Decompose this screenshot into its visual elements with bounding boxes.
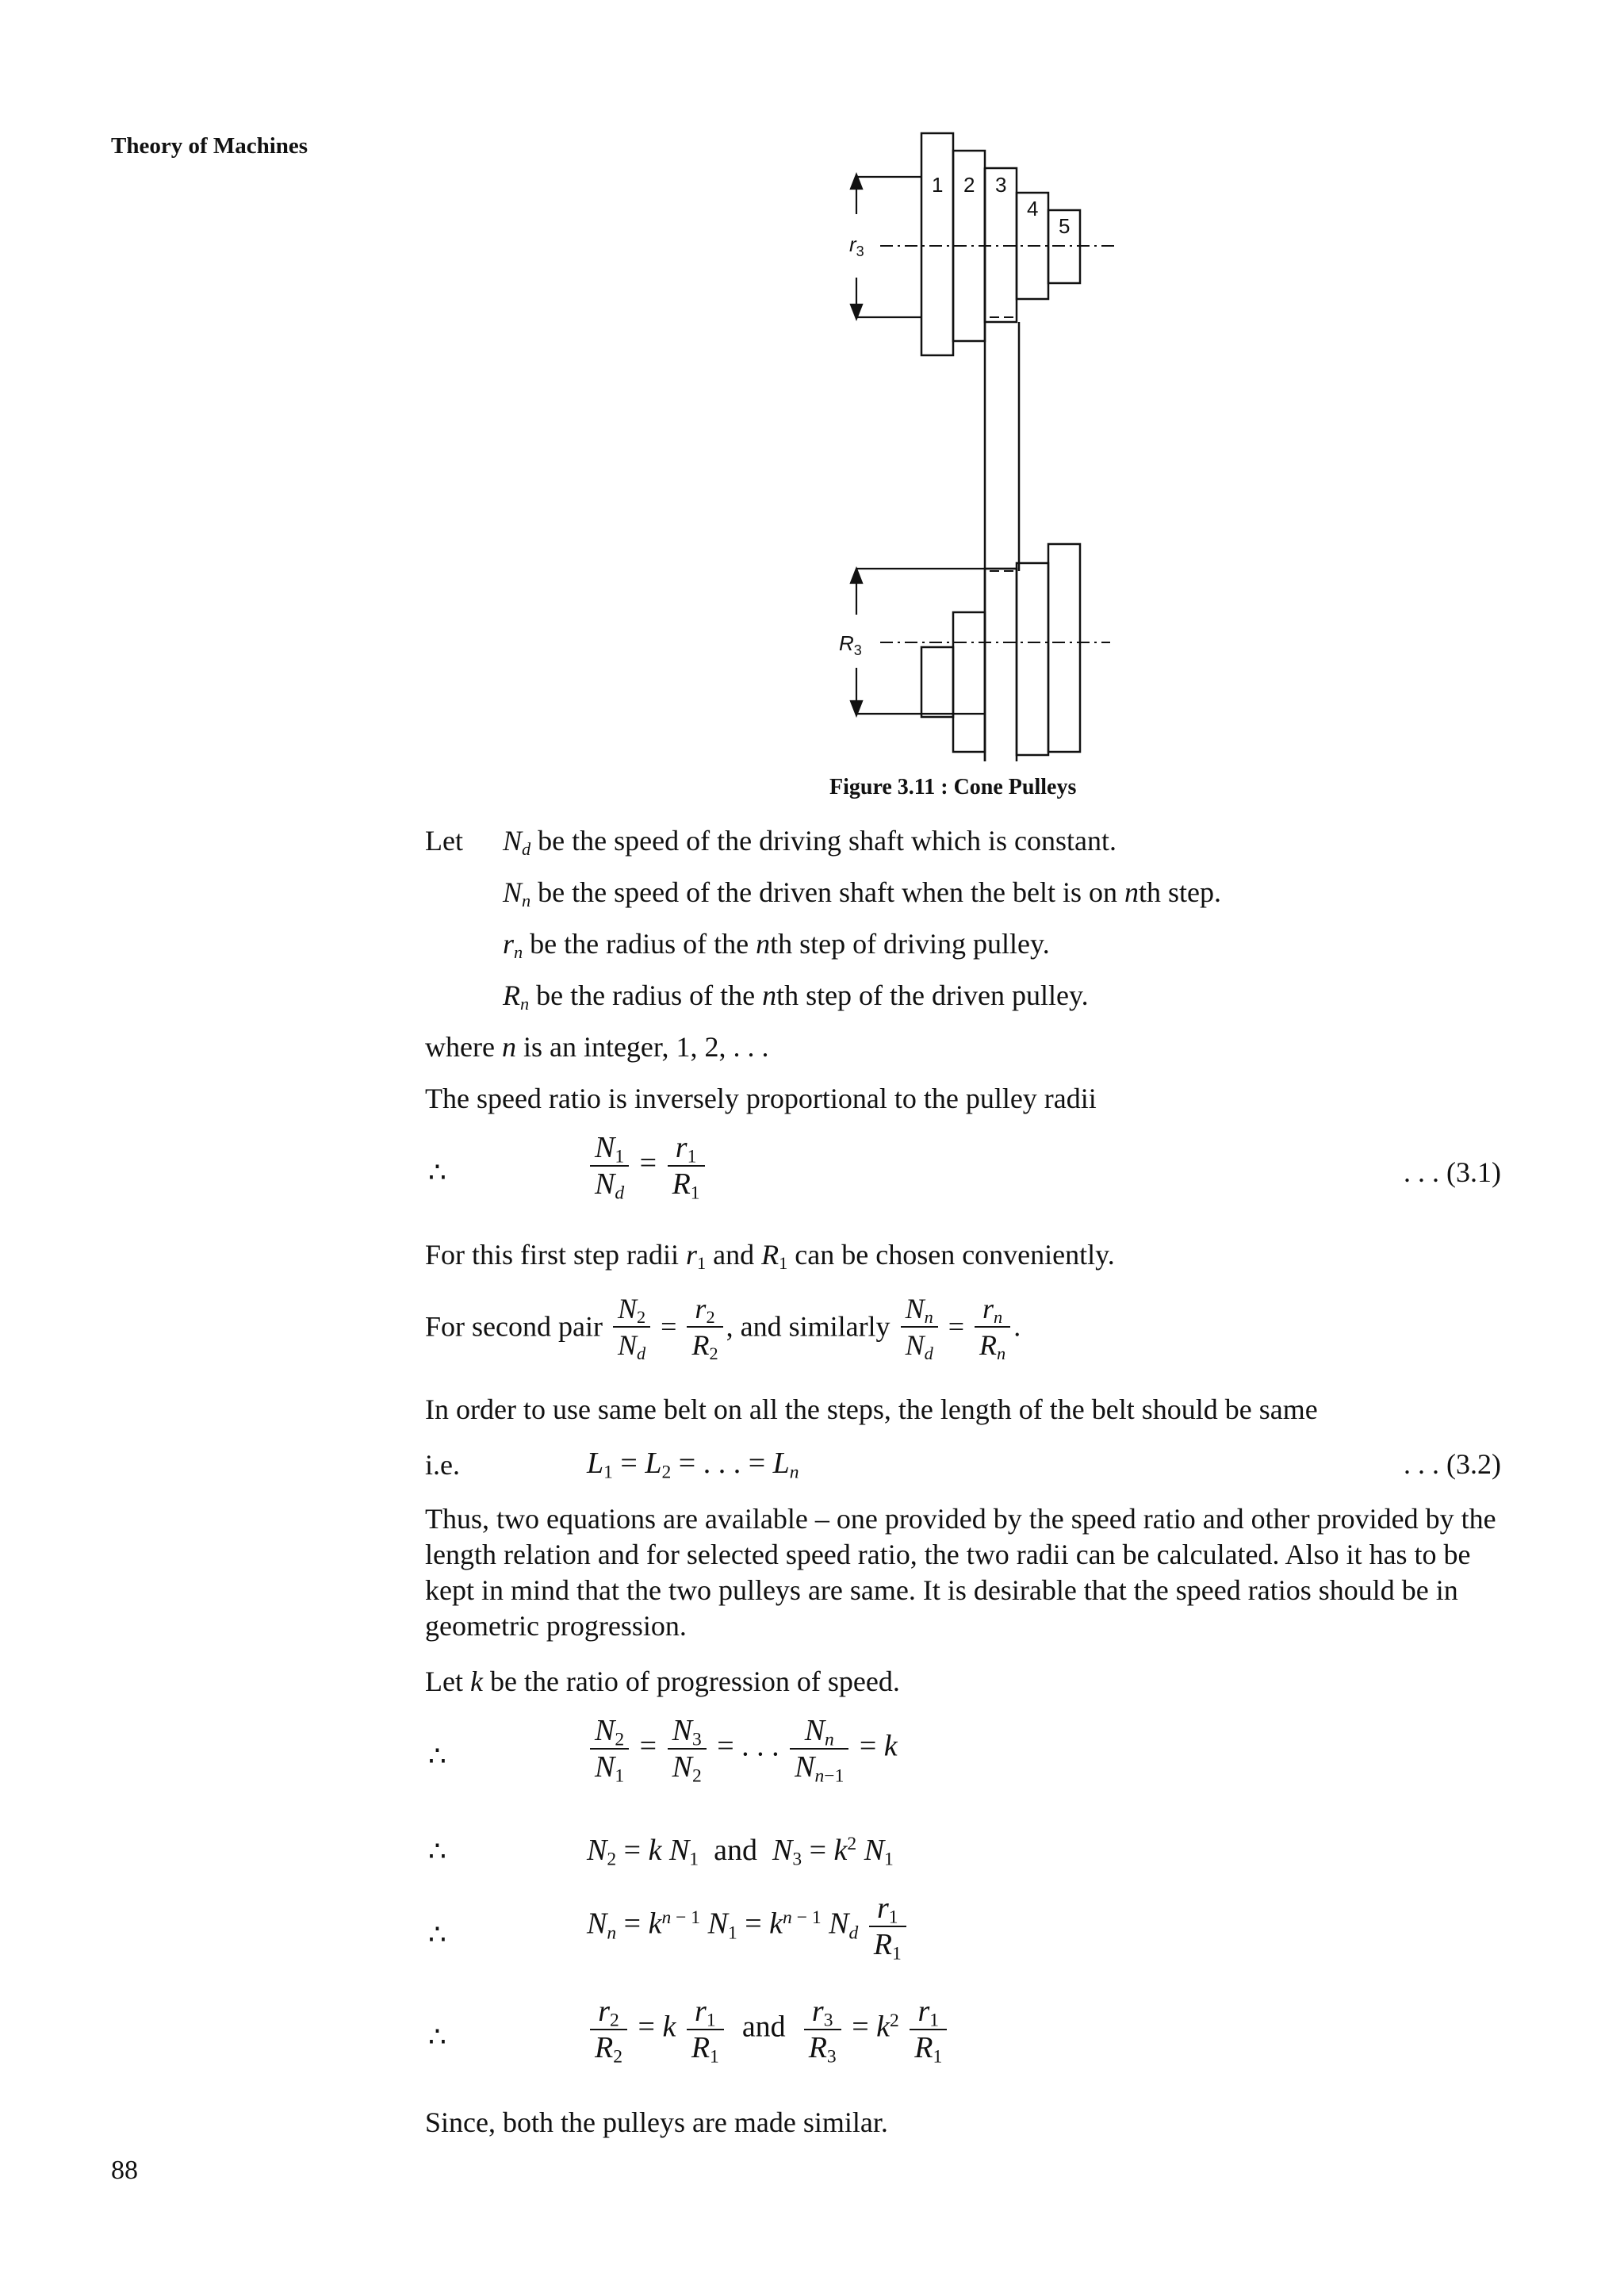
let-word: Let [425,825,463,857]
driven-step-2 [953,612,985,752]
let-k-text: Let k be the ratio of progression of speed. [425,1665,900,1697]
since-text: Since, both the pulleys are made similar. [425,2106,888,2138]
radius-label-r3: $r_3$ [849,232,864,259]
ie-label: i.e. [425,1449,460,1481]
equation-3-2: $L_1 = L_2$ = . . . = $L_n$ [587,1447,799,1483]
step-label-5: 5 [1059,214,1071,238]
driven-step-1 [921,647,953,717]
therefore-symbol: ∴ [428,1156,446,1188]
therefore-symbol: ∴ [428,1918,446,1950]
therefore-symbol: ∴ [428,1835,446,1867]
equation-3-1: $\frac{N_1}{N_d}$ = $\frac{r_1}{R_1}$ [587,1130,708,1202]
driving-step-1 [921,133,953,355]
def-nd: $N_d$ be the speed of the driving shaft which is constant. [503,825,1116,860]
page-number: 88 [111,2156,138,2185]
def-Rn: $R_n$ be the radius of the nth step of the driven pulley. [503,979,1089,1014]
equation-radii-ratio: $\frac{r_2}{R_2}$ = k $\frac{r_1}{R_1}$ and $\frac{r_3}{R_3}$ = $k^2$ $\frac{r_1}{R_1}$ [587,1994,950,2065]
step-label-2: 2 [963,173,975,197]
same-belt-text: In order to use same belt on all the steps, the length of the belt should be same [425,1393,1318,1425]
driven-step-5 [1048,544,1080,752]
thus-paragraph: Thus, two equations are available – one provided by the speed ratio and other provided by the length relation and for selected speed ratio, the two radii can be calculated. Also it has to be kept in mind that the two pulleys are same. It is desirable that the speed ratios should be in geometric progression. [425,1503,1496,1642]
therefore-symbol: ∴ [428,1740,446,1772]
therefore-symbol: ∴ [428,2021,446,2053]
radius-label-R3: $R_3$ [839,631,862,658]
speed-ratio-text: The speed ratio is inversely proportional to the pulley radii [425,1083,1097,1114]
first-step-text: For this first step radii $r_1$ and $R_1$ can be chosen conveniently. [425,1239,1115,1274]
driven-step-4 [1017,563,1048,755]
step-label-1: 1 [932,173,944,197]
figure-caption: Figure 3.11 : Cone Pulleys [829,775,1077,799]
equation-nn: $N_n = k^{n - 1}$ $N_1 = k^{n - 1}$ $N_d$ $\frac{r_1}{R_1}$ [587,1891,910,1962]
equation-progression: $\frac{N_2}{N_1}$ = $\frac{N_3}{N_2}$ = . . . $\frac{N_n}{N_{n-1}}$ = k [587,1713,898,1784]
def-rn: $r_n$ be the radius of the nth step of driving pulley. [503,928,1050,963]
equation-number-3-2: . . . (3.2) [1404,1448,1501,1480]
def-nn: $N_n$ be the speed of the driven shaft when the belt is on nth step. [503,876,1221,911]
step-label-3: 3 [995,173,1007,197]
running-header: Theory of Machines [111,133,308,159]
equation-n2-n3: $N_2 = k$ $N_1$ and $N_3 = k^2$ $N_1$ [587,1834,894,1870]
cone-pulleys-figure [825,127,1158,761]
driven-step-3 [985,569,1017,761]
where-line: where n is an integer, 1, 2, . . . [425,1031,769,1063]
equation-number-3-1: . . . (3.1) [1404,1156,1501,1188]
second-pair-line: For second pair $\frac{N_2}{N_d}$ = $\frac{r_2}{R_2}$ , and similarly $\frac{N_n}{N_d}$ = $\frac{r_n}{R_n}$ . [425,1293,1021,1364]
step-label-4: 4 [1027,197,1039,220]
